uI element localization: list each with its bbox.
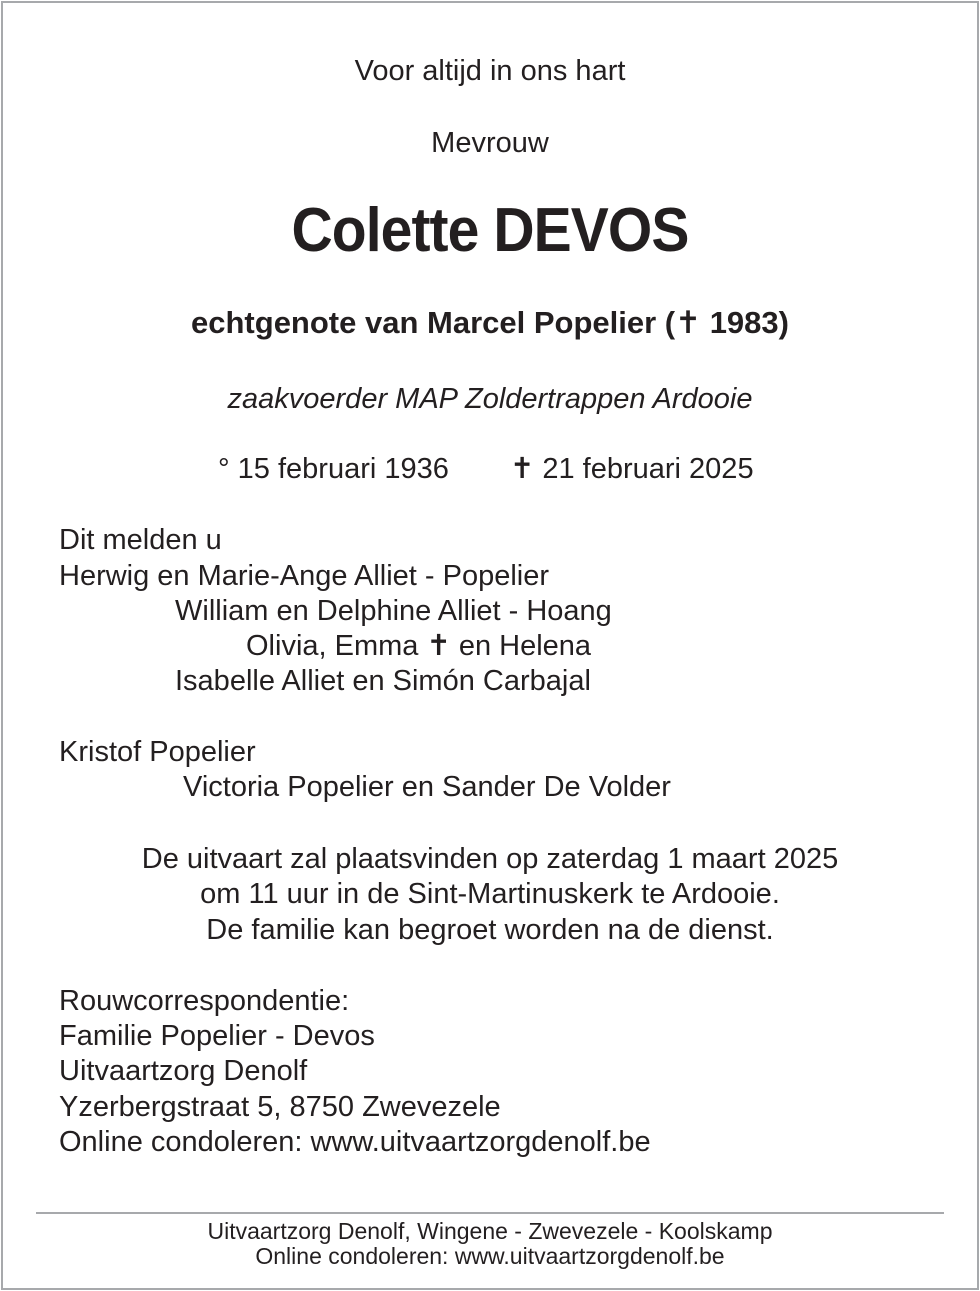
honorific: Mevrouw [431, 127, 549, 159]
funeral-line: De familie kan begroet worden na de dienst. [206, 914, 774, 946]
correspondence-line: Uitvaartzorg Denolf [59, 1055, 308, 1087]
death-date: ✝ 21 februari 2025 [510, 453, 754, 485]
footer-company: Uitvaartzorg Denolf, Wingene - Zwevezele - Koolskamp [207, 1218, 773, 1244]
family-member: Victoria Popelier en Sander De Volder [183, 771, 671, 803]
family-member: Herwig en Marie-Ange Alliet - Popelier [59, 560, 549, 592]
spouse-line: echtgenote van Marcel Popelier (✝ 1983) [191, 305, 789, 340]
correspondence-heading: Rouwcorrespondentie: [59, 985, 350, 1017]
occupation-line: zaakvoerder MAP Zoldertrappen Ardooie [227, 383, 753, 415]
intro-text: Voor altijd in ons hart [354, 55, 626, 87]
funeral-line: om 11 uur in de Sint-Martinuskerk te Ardooie. [200, 878, 780, 910]
birth-date: ° 15 februari 1936 [218, 453, 449, 485]
family-member: William en Delphine Alliet - Hoang [175, 595, 612, 627]
correspondence-address: Yzerbergstraat 5, 8750 Zwevezele [59, 1091, 501, 1123]
footer-website: Online condoleren: www.uitvaartzorgdenolf.be [255, 1243, 725, 1269]
footer-divider [36, 1212, 944, 1214]
family-member: Isabelle Alliet en Simón Carbajal [175, 665, 591, 697]
deceased-name: Colette DEVOS [291, 196, 689, 265]
funeral-line: De uitvaart zal plaatsvinden op zaterdag 1 maart 2025 [141, 843, 839, 875]
family-member: Olivia, Emma ✝ en Helena [246, 630, 592, 662]
correspondence-line: Familie Popelier - Devos [59, 1020, 375, 1052]
family-member: Kristof Popelier [59, 736, 256, 768]
condolence-link: Online condoleren: www.uitvaartzorgdenolf.be [59, 1126, 651, 1158]
family-intro: Dit melden u [59, 524, 222, 556]
